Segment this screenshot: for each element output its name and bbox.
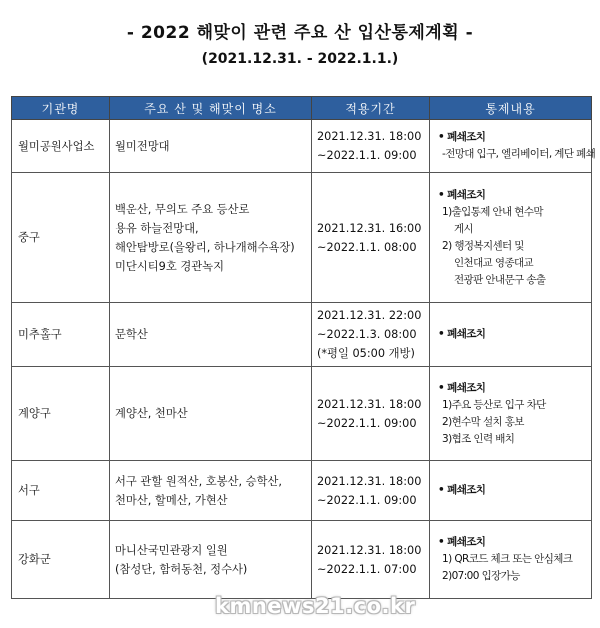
place-line: 서구 관할 원적산, 호봉산, 승학산, [115, 474, 283, 488]
org-cell: 계양구 [12, 367, 110, 461]
control-item: 2) 행정복지센터 및 [442, 239, 524, 252]
control-item: 2)07:00 입장가능 [442, 570, 520, 582]
places-cell [110, 521, 312, 599]
control-cell [430, 120, 596, 173]
control-head: • 폐쇄조치 [438, 536, 486, 548]
control-head: • 폐쇄조치 [438, 381, 486, 394]
org-cell: 강화군 [12, 521, 110, 599]
period-line: ~2022.1.1. 09:00 [317, 493, 417, 507]
site-watermark: kmnews21.co.kr [215, 594, 416, 618]
table-header-row [12, 97, 592, 120]
table-row [12, 367, 592, 461]
place-line: 용유 하늘전망대, [115, 221, 199, 235]
period-cell [312, 303, 430, 367]
control-head: • 폐쇄조치 [438, 131, 486, 143]
control-head: • 폐쇄조치 [438, 484, 486, 496]
period-line: 2021.12.31. 16:00 [317, 221, 422, 235]
org-cell: 중구 [12, 173, 110, 303]
place-line: 계양산, 천마산 [115, 407, 188, 420]
place-line: 마니산국민관광지 일원 [115, 543, 228, 557]
places-cell [110, 461, 312, 521]
period-line: 2021.12.31. 18:00 [317, 130, 422, 143]
place-line: 월미전망대 [115, 139, 170, 153]
control-head: • 폐쇄조치 [438, 188, 486, 201]
place-line: (참성단, 함허동천, 정수사) [115, 562, 248, 576]
period-line: 2021.12.31. 18:00 [317, 543, 422, 557]
control-cell [430, 521, 592, 599]
control-item: 2)현수막 설치 홍보 [442, 415, 524, 428]
place-line: 미단시티9호 경관녹지 [115, 259, 224, 273]
org-cell: 서구 [12, 461, 110, 521]
control-cell [430, 173, 592, 303]
column-header-org: 기관명 [12, 97, 110, 120]
control-cell [430, 367, 592, 461]
places-cell [110, 173, 312, 303]
period-cell [312, 173, 430, 303]
control-item: 1) QR코드 체크 또는 안심체크 [442, 553, 573, 565]
table-row [12, 173, 592, 303]
table-row [12, 461, 592, 521]
period-cell [312, 367, 430, 461]
period-line: ~2022.1.1. 08:00 [317, 240, 417, 254]
period-line: 2021.12.31. 18:00 [317, 474, 422, 488]
period-cell [312, 120, 430, 173]
places-cell [110, 367, 312, 461]
places-cell [110, 120, 312, 173]
control-item: 게시 [454, 222, 474, 235]
table-row [12, 521, 592, 599]
period-line: 2021.12.31. 18:00 [317, 397, 422, 411]
period-line: ~2022.1.3. 08:00 [317, 328, 417, 341]
period-line: (*평일 05:00 개방) [317, 347, 415, 360]
period-line: ~2022.1.1. 09:00 [317, 149, 417, 162]
places-cell [110, 303, 312, 367]
place-line: 해안탐방로(을왕리, 하나개해수욕장) [115, 240, 295, 254]
column-header-period: 적용기간 [312, 97, 430, 120]
column-header-places: 주요 산 및 해맞이 명소 [110, 97, 312, 120]
control-item: 인천대교 영종대교 [454, 256, 534, 269]
period-line: ~2022.1.1. 07:00 [317, 562, 417, 576]
control-head: • 폐쇄조치 [438, 328, 486, 340]
org-cell: 월미공원사업소 [12, 120, 110, 173]
control-item: -전망대 입구, 엘리베이터, 계단 폐쇄 [442, 148, 596, 160]
control-item: 전광판 안내문구 송출 [454, 273, 546, 286]
control-cell [430, 461, 592, 521]
period-line: 2021.12.31. 22:00 [317, 309, 422, 322]
table-row [12, 120, 592, 173]
mountain-control-table [11, 96, 596, 599]
column-header-control: 통제내용 [430, 97, 592, 120]
place-line: 백운산, 무의도 주요 등산로 [115, 202, 250, 216]
place-line: 천마산, 할메산, 가현산 [115, 493, 228, 507]
table-row [12, 303, 592, 367]
document-title: - 2022 해맞이 관련 주요 산 입산통제계획 - [126, 23, 474, 43]
place-line: 문학산 [115, 328, 148, 341]
document-period: (2021.12.31. - 2022.1.1.) [201, 51, 399, 67]
period-cell [312, 521, 430, 599]
control-cell [430, 303, 592, 367]
period-cell [312, 461, 430, 521]
org-cell: 미추홀구 [12, 303, 110, 367]
period-line: ~2022.1.1. 09:00 [317, 416, 417, 430]
control-item: 1)주요 등산로 입구 차단 [442, 398, 546, 411]
control-item: 1)출입통제 안내 현수막 [442, 205, 543, 218]
control-item: 3)협조 인력 배치 [442, 432, 515, 445]
